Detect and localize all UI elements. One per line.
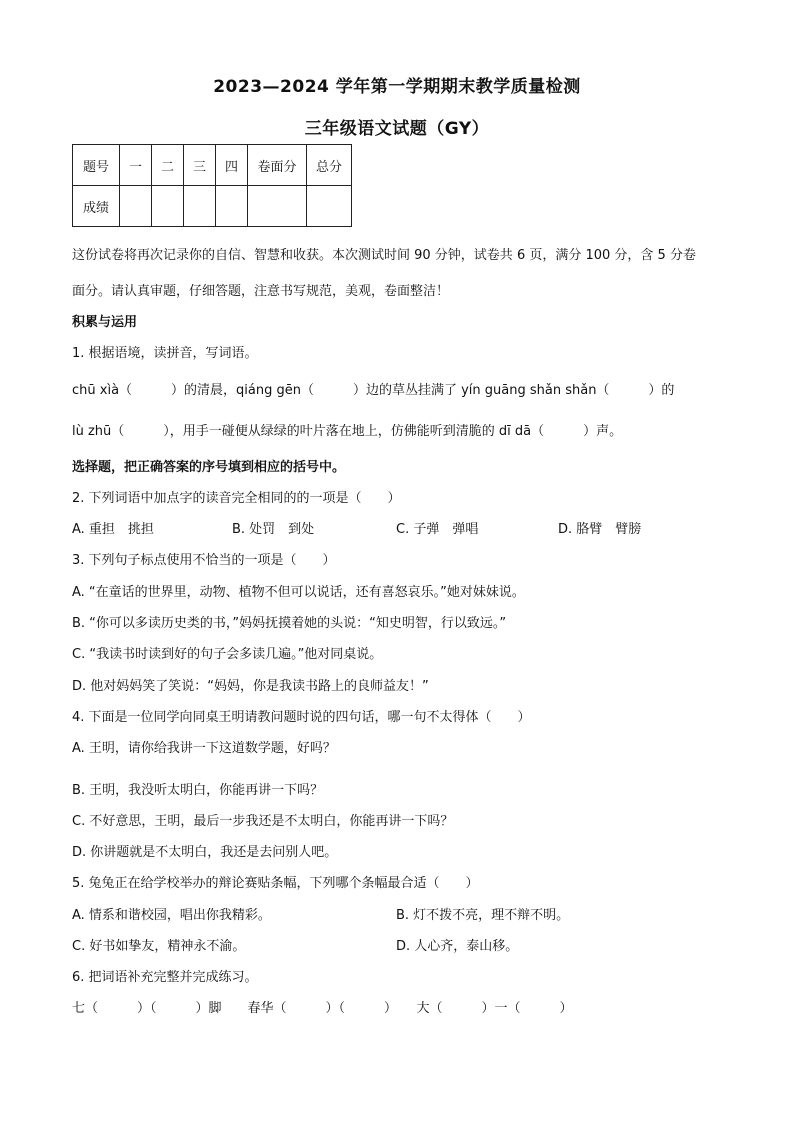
q3-option-c: C. “我读书时读到好的句子会多读几遍。”他对同桌说。 (72, 647, 383, 662)
intro-line-1: 这份试卷将再次记录你的自信、智慧和收获。本次测试时间 90 分钟，试卷共 6 页，满分 100 分，含 5 分卷 (72, 248, 696, 263)
q1-line-2: lù zhū（ ），用手一碰便从绿绿的叶片落在地上，仿佛能听到清脆的 dī dā（ ）声。 (72, 424, 623, 439)
exam-subtitle: 三年级语文试题（GY） (304, 119, 490, 139)
q6-line: 七（ ）（ ）脚 春华（ ）（ ） 大（ ）一（ ） (72, 1001, 573, 1016)
score-cell-part3: 三 (184, 145, 216, 186)
q2-option-b: B. 处罚 到处 (232, 522, 315, 537)
q3-option-b: B. “你可以多读历史类的书，”妈妈抚摸着她的头说：“知史明智，行以致远。” (72, 616, 507, 631)
exam-title: 2023—2024 学年第一学期期末教学质量检测 (213, 77, 581, 97)
q2-stem: 2. 下列词语中加点字的读音完全相同的的一项是（ ） (72, 491, 401, 506)
q5-stem: 5. 兔兔正在给学校举办的辩论赛贴条幅，下列哪个条幅最合适（ ） (72, 876, 479, 891)
score-blank[interactable] (152, 186, 184, 227)
score-table-score-row (73, 186, 352, 227)
q3-stem: 3. 下列句子标点使用不恰当的一项是（ ） (72, 553, 336, 568)
score-cell-part2: 二 (152, 145, 184, 186)
score-blank[interactable] (120, 186, 152, 227)
score-row-label: 成绩 (73, 186, 120, 227)
score-cell-total: 总分 (307, 145, 352, 186)
score-cell-part4: 四 (216, 145, 248, 186)
q5-options-row-2 (72, 935, 732, 954)
q6-stem: 6. 把词语补充完整并完成练习。 (72, 970, 258, 985)
score-blank[interactable] (184, 186, 216, 227)
q2-option-c: C. 子弹 弹唱 (396, 522, 479, 537)
q5-options-row-1 (72, 904, 732, 923)
q2-option-a: A. 重担 挑担 (72, 522, 154, 537)
q4-option-a: A. 王明，请你给我讲一下这道数学题，好吗？ (72, 741, 336, 756)
q5-option-b: B. 灯不拨不亮，理不辩不明。 (396, 908, 570, 923)
score-blank[interactable] (216, 186, 248, 227)
intro-line-2: 面分。请认真审题，仔细答题，注意书写规范，美观，卷面整洁！ (72, 284, 450, 299)
q3-option-a: A. “在童话的世界里，动物、植物不但可以说话，还有喜怒哀乐。”她对妹妹说。 (72, 585, 525, 600)
q4-option-b: B. 王明，我没听太明白，你能再讲一下吗？ (72, 783, 324, 798)
q1-stem: 1. 根据语境，读拼音，写词语。 (72, 346, 258, 361)
q5-option-c: C. 好书如挚友，精神永不渝。 (72, 939, 246, 954)
score-table (72, 144, 352, 227)
q2-option-d: D. 胳臂 臂膀 (558, 522, 642, 537)
q4-option-c: C. 不好意思，王明，最后一步我还是不太明白，你能再讲一下吗？ (72, 814, 454, 829)
score-blank[interactable] (248, 186, 307, 227)
section-heading-accumulation: 积累与运用 (72, 315, 138, 330)
q2-options (72, 518, 732, 537)
score-table-header-row (73, 145, 352, 186)
q5-option-d: D. 人心齐，泰山移。 (396, 939, 519, 954)
score-blank[interactable] (307, 186, 352, 227)
q3-option-d: D. 他对妈妈笑了笑说：“妈妈，你是我读书路上的良师益友！” (72, 679, 429, 694)
q4-stem: 4. 下面是一位同学向同桌王明请教问题时说的四句话，哪一句不太得体（ ） (72, 710, 531, 725)
score-cell-part1: 一 (120, 145, 152, 186)
q4-option-d: D. 你讲题就是不太明白，我还是去问别人吧。 (72, 845, 338, 860)
section-heading-choice: 选择题，把正确答案的序号填到相应的括号中。 (72, 460, 346, 475)
q5-option-a: A. 情系和谐校园，唱出你我精彩。 (72, 908, 271, 923)
score-cell-label: 题号 (73, 145, 120, 186)
score-cell-neatness: 卷面分 (248, 145, 307, 186)
q1-line-1: chū xìà（ ）的清晨，qiáng gēn（ ）边的草丛挂满了 yín guāng shǎn shǎn（ ）的 (72, 383, 675, 398)
